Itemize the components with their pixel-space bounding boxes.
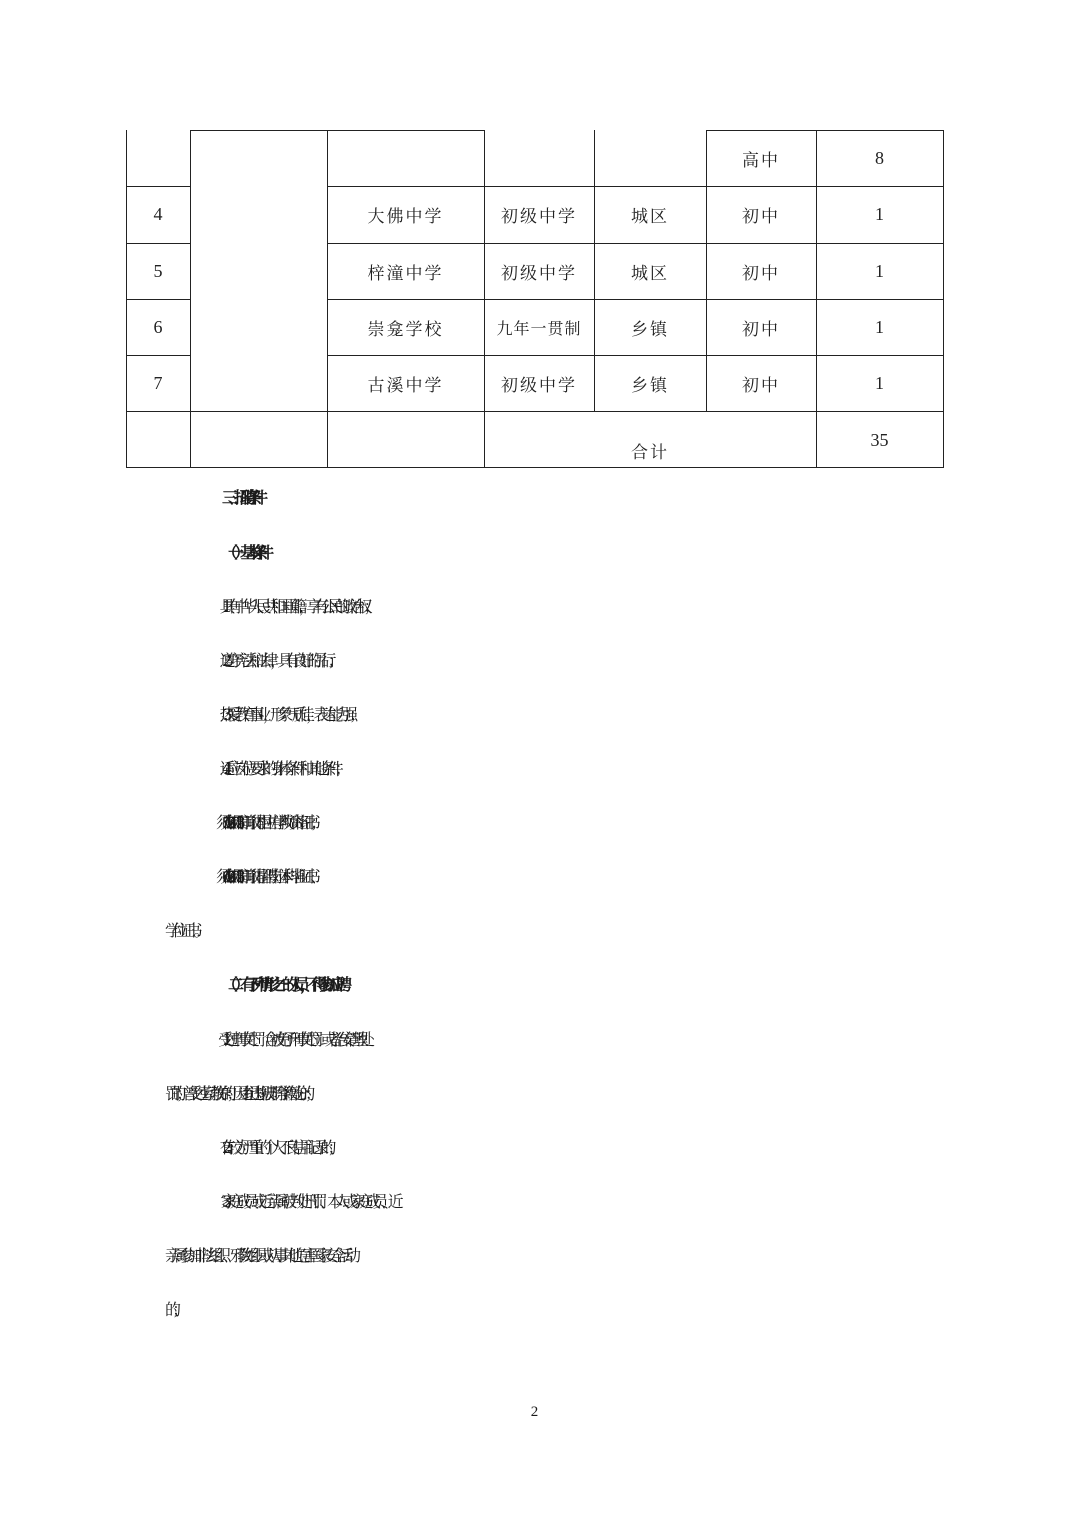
school-cell: 古溪中学 xyxy=(367,375,444,396)
school-type-cell: 九年一贯制 xyxy=(496,318,582,338)
school-type-cell: 初级中学 xyxy=(501,375,577,396)
section-heading: 三、招聘条件 xyxy=(222,488,259,507)
level-cell: 初中 xyxy=(742,375,780,396)
level-cell: 高中 xyxy=(742,150,780,171)
exclusion-item: 3.家庭成员或近亲属被判处刑罚、本人或家庭成员、近 xyxy=(222,1192,396,1211)
condition-item: 3.热爱教育事业，形象气质佳，表达能力强； xyxy=(222,705,357,724)
row-number-cell: 6 xyxy=(153,316,163,337)
condition-item: 5.须在2023年7月31日前取得相应中学教师资格证书； xyxy=(222,813,316,832)
condition-item: 4.适应岗位要求的身体条件和其他条件； xyxy=(222,759,343,778)
row-number-cell: 5 xyxy=(153,260,163,281)
school-cell: 大佛中学 xyxy=(367,207,444,227)
condition-item: 1.具有中华人民共和国国籍，享有公民的政治权； xyxy=(222,597,371,616)
count-cell: 1 xyxy=(875,372,884,393)
condition-item: 2.遵守宪法和法律，具有良好的品行； xyxy=(222,651,335,670)
exclusion-item-continuation: 罚的；曾受过劳动教养的；因违纪违规被开除学籍处分的； xyxy=(165,1084,311,1103)
area-cell: 乡镇 xyxy=(631,319,669,340)
condition-item-continuation: 学位证书。 xyxy=(165,921,202,940)
total-label: 合计 xyxy=(631,442,669,463)
count-cell: 1 xyxy=(875,204,884,224)
school-cell: 梓潼中学 xyxy=(367,263,444,284)
count-cell: 1 xyxy=(875,316,884,337)
page-number: 2 xyxy=(530,1404,539,1420)
area-cell: 城区 xyxy=(631,207,669,227)
recruitment-table xyxy=(0,0,1069,480)
table-border xyxy=(943,130,944,468)
table-border xyxy=(190,130,191,468)
exclusion-item-continuation: 亲属参加非法组织、邪教组织或从事其他危害国家安全活动 xyxy=(165,1246,353,1265)
level-cell: 初中 xyxy=(742,263,780,284)
school-type-cell: 初级中学 xyxy=(501,263,577,284)
school-type-cell: 初级中学 xyxy=(501,207,577,227)
area-cell: 乡镇 xyxy=(631,375,669,396)
area-cell: 城区 xyxy=(631,263,669,284)
row-number-cell: 7 xyxy=(153,372,163,393)
condition-item: 6.须在2023年7月31日前取得招聘岗位本科毕业证书、 xyxy=(222,867,316,886)
exclusion-item: 2.有较为严重的个人不良信用记录的； xyxy=(222,1138,335,1157)
count-cell: 8 xyxy=(875,147,884,168)
subsection-heading-basic: （一）基本条件 xyxy=(222,543,265,562)
table-border xyxy=(190,130,484,131)
level-cell: 初中 xyxy=(742,207,780,227)
level-cell: 初中 xyxy=(742,319,780,340)
count-cell: 1 xyxy=(875,260,884,281)
subsection-heading-exclusions: （二）有下列情形之一的人员，不得参加应聘 xyxy=(222,975,343,994)
row-number-cell: 4 xyxy=(153,204,163,224)
exclusion-item-continuation: 的； xyxy=(165,1300,180,1319)
school-cell: 崇龛学校 xyxy=(367,319,444,340)
table-border xyxy=(126,411,944,412)
total-count: 35 xyxy=(870,429,889,450)
exclusion-item: 1.受过刑事处罚（含被免予刑事处罚）或者治安管理处 xyxy=(222,1030,366,1049)
